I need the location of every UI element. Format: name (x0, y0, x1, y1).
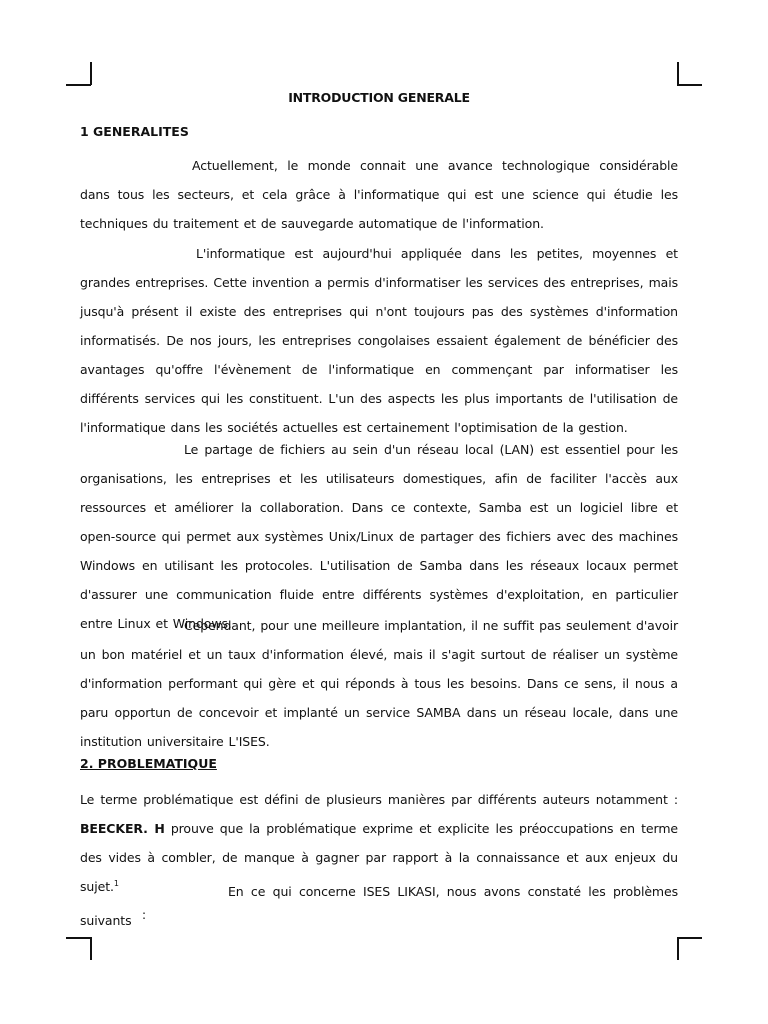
paragraph-6: En ce qui concerne ISES LIKASI, nous avons constaté les problèmes suivants (80, 884, 678, 928)
footnote-reference: 1 (113, 878, 119, 888)
document-title: INTRODUCTION GENERALE (288, 90, 470, 105)
section-heading-problematique: 2. PROBLEMATIQUE (80, 756, 217, 771)
paragraph-1: Actuellement, le monde connait une avance technologique considérable dans tous les secteurs, et cela grâce à l'informatique qui est une science qui étudie les techniques du traitement et de sauvegarde automatique de l'information. (80, 158, 678, 231)
paragraph-4: Cependant, pour une meilleure implantation, il ne suffit pas seulement d'avoir un bon matériel et un taux d'information élevé, mais il s'agit surtout de réaliser un système d'information performant qui gère et qui réponds à tous les besoins. Dans ce sens, il nous a paru opportun de concevoir et implanté un service SAMBA dans un réseau locale, dans une institution universitaire L'ISES. (80, 618, 678, 749)
paragraph-5-rest: prouve que la problématique exprime et explicite les préoccupations en terme des vides à combler, de manque à gagner par rapport à la connaissance et aux enjeux du sujet. (80, 821, 678, 894)
document-page (80, 0, 678, 1024)
corner-mark-bottom-right-h (677, 937, 702, 939)
list-colon: : (142, 908, 147, 922)
paragraph-3: Le partage de fichiers au sein d'un réseau local (LAN) est essentiel pour les organisations, les entreprises et les utilisateurs domestiques, afin de faciliter l'accès aux ressources et améliorer la collaboration. Dans ce contexte, Samba est un logiciel libre et open-source qui permet aux systèmes Unix/Linux de partager des fichiers avec des machines Windows en utilisant les protocoles. L'utilisation de Samba dans les réseaux locaux permet d'assurer une communication fluide entre différents systèmes d'exploitation, en particulier entre Linux et Windows. (80, 442, 678, 631)
paragraph-2: L'informatique est aujourd'hui appliquée dans les petites, moyennes et grandes entreprises. Cette invention a permis d'informatiser les services des entreprises, mais jusqu'à présent il existe des entreprises qui n'ont toujours pas des systèmes d'information informatisés. De nos jours, les entreprises congolaises essaient également de bénéficier des avantages qu'offre l'évènement de l'informatique en commençant par informatiser les différents services qui les constituent. L'un des aspects les plus importants de l'utilisation de l'informatique dans les sociétés actuelles est certainement l'optimisation de la gestion. (80, 246, 678, 435)
paragraph-5-intro: Le terme problématique est défini de plusieurs manières par différents auteurs notamment : (80, 792, 678, 807)
author-name: BEECKER. H (80, 821, 165, 836)
section-heading-generalites: 1 GENERALITES (80, 124, 189, 139)
corner-mark-top-right-h (677, 84, 702, 86)
